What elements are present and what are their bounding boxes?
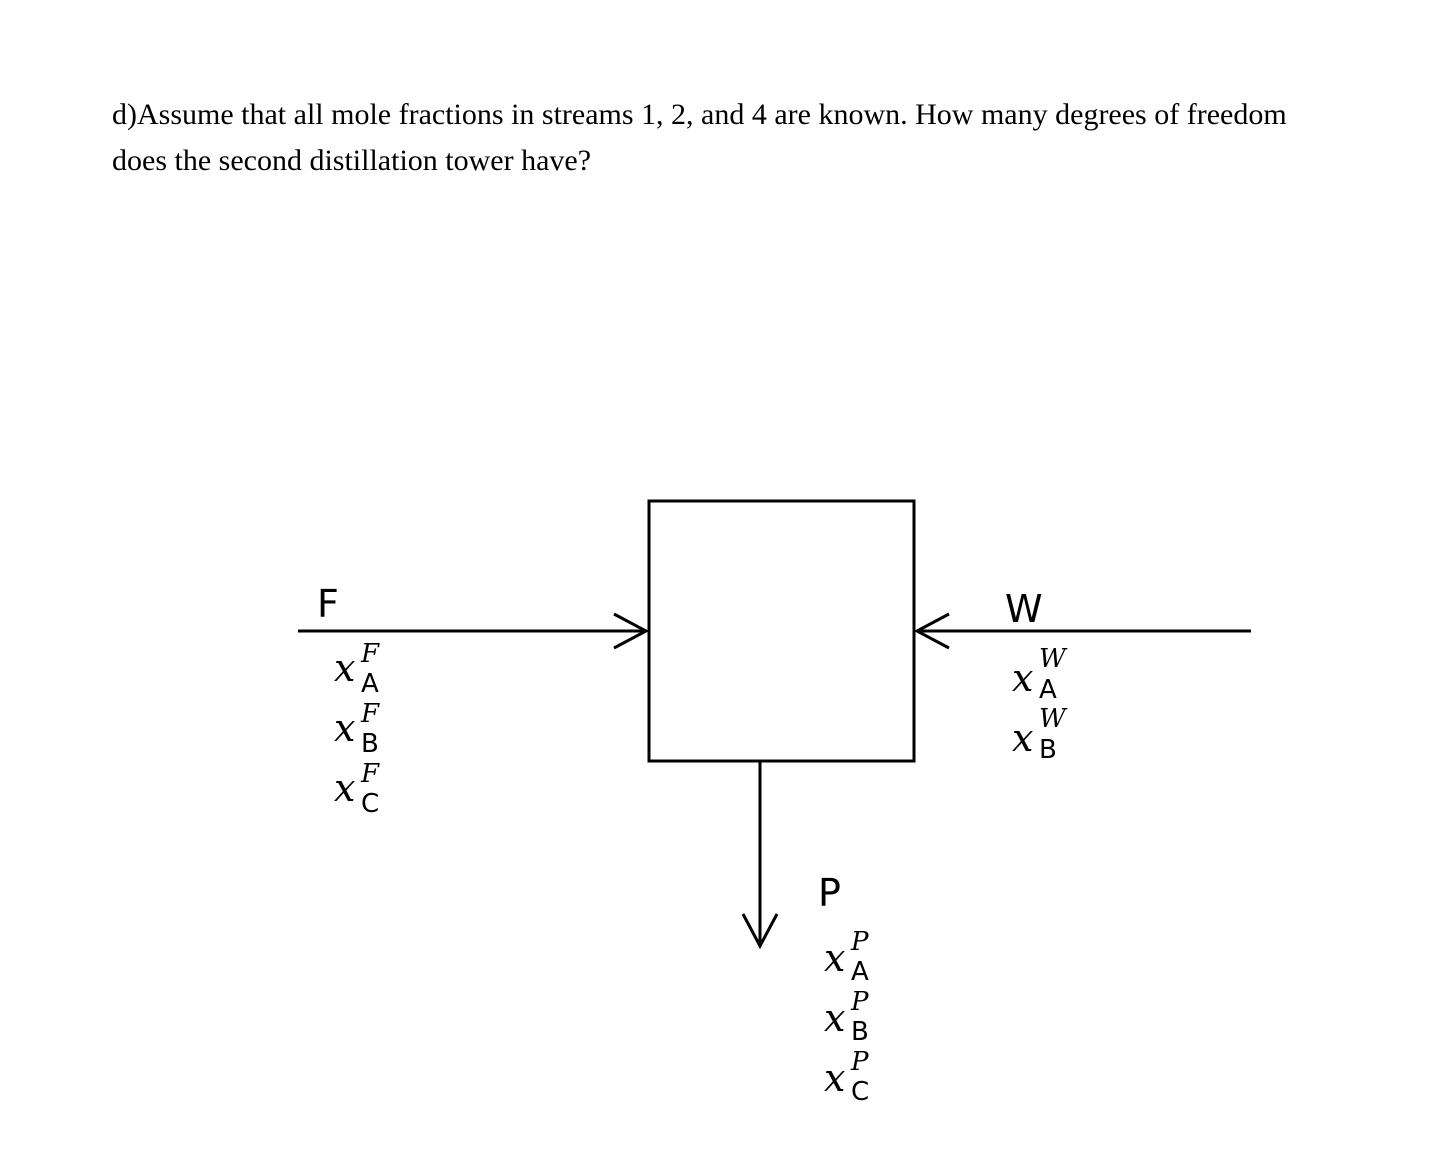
product-stream-name: P: [818, 871, 841, 915]
w-fraction-a-sup: W: [1039, 644, 1066, 674]
w-fraction-b-sup: W: [1039, 704, 1066, 734]
w-fraction-b-symbol: x: [1012, 716, 1034, 760]
product-fraction-b-sub: B: [851, 1017, 869, 1047]
w-fraction-a: [1012, 644, 1068, 705]
feed-fraction-c-sub: C: [361, 789, 380, 819]
feed-fraction-a-sup: F: [361, 639, 380, 669]
feed-fraction-a-sub: A: [361, 669, 379, 699]
w-stream-name: W: [1005, 587, 1043, 631]
w-fraction-a-symbol: x: [1012, 656, 1034, 700]
product-fraction-c-symbol: x: [824, 1056, 846, 1100]
feed-fraction-c-symbol: x: [334, 766, 356, 810]
product-fraction-c-sup: P: [851, 1047, 869, 1077]
feed-fraction-a: [334, 639, 380, 699]
product-fraction-c: [824, 1047, 869, 1107]
feed-fraction-c: [334, 759, 380, 819]
product-fraction-a-sup: P: [851, 927, 869, 957]
question-text: d)Assume that all mole fractions in streams 1, 2, and 4 are known. How many degrees of freedom does the second distillation tower have?: [112, 98, 1287, 177]
product-fraction-b: [824, 987, 869, 1047]
w-fraction-a-sub: A: [1039, 675, 1057, 705]
feed-stream-name: F: [317, 582, 339, 626]
product-fraction-a-sub: A: [851, 957, 869, 987]
feed-fraction-a-symbol: x: [334, 646, 356, 690]
w-fraction-b: [1012, 704, 1068, 765]
feed-fraction-b: [334, 699, 380, 759]
w-fraction-b-sub: B: [1039, 735, 1057, 765]
feed-fraction-b-sup: F: [361, 699, 380, 729]
product-fraction-a-symbol: x: [824, 936, 846, 980]
product-fraction-a: [824, 927, 869, 987]
feed-fraction-b-sub: B: [361, 729, 379, 759]
distillation-tower-box: [649, 501, 914, 761]
feed-fraction-b-symbol: x: [334, 706, 356, 750]
product-fraction-b-sup: P: [851, 987, 869, 1017]
product-fraction-b-symbol: x: [824, 996, 846, 1040]
feed-fraction-c-sup: F: [361, 759, 380, 789]
product-fraction-c-sub: C: [851, 1077, 870, 1107]
